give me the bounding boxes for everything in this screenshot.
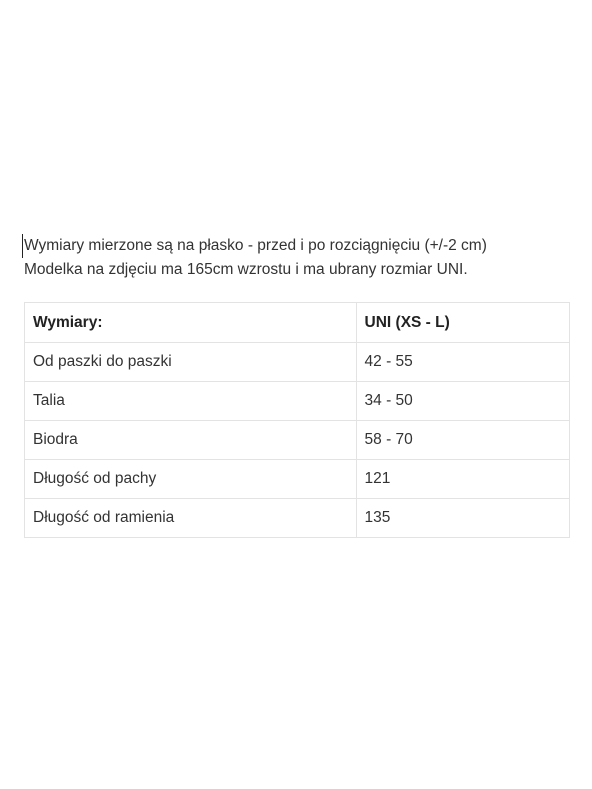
table-row xyxy=(25,421,570,460)
table-row xyxy=(25,343,570,382)
row-label: Od paszki do paszki xyxy=(25,343,357,382)
row-label: Długość od ramienia xyxy=(25,499,357,538)
row-value: 121 xyxy=(356,460,569,499)
intro-line-model-note: Modelka na zdjęciu ma 165cm wzrostu i ma ubrany rozmiar UNI. xyxy=(24,261,468,278)
row-value: 34 - 50 xyxy=(356,382,569,421)
header-size: UNI (XS - L) xyxy=(356,303,569,343)
table-row xyxy=(25,499,570,538)
intro-text xyxy=(24,234,584,282)
row-label: Długość od pachy xyxy=(25,460,357,499)
row-label: Biodra xyxy=(25,421,357,460)
row-value: 135 xyxy=(356,499,569,538)
table-header-row xyxy=(25,303,570,343)
intro-line-measurement-note: Wymiary mierzone są na płasko - przed i po rozciągnięciu (+/-2 cm) xyxy=(22,234,584,258)
size-table xyxy=(24,302,570,538)
table-row xyxy=(25,382,570,421)
row-value: 58 - 70 xyxy=(356,421,569,460)
row-value: 42 - 55 xyxy=(356,343,569,382)
header-measurement: Wymiary: xyxy=(25,303,357,343)
row-label: Talia xyxy=(25,382,357,421)
table-row xyxy=(25,460,570,499)
